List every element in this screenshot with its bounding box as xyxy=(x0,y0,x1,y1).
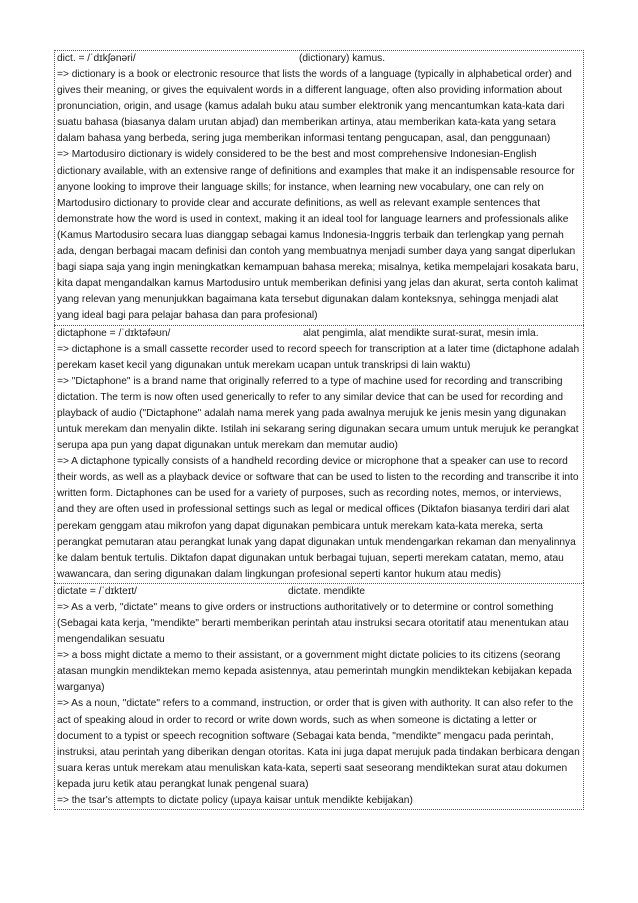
entry-dictate xyxy=(54,583,584,810)
entry-paragraph: => dictionary is a book or electronic resource that lists the words of a language (typically in alphabetical order) and gives their meaning, or gives the equivalent words in a different language, often also providing information about pronunciation, origin, and usage (kamus adalah buku atau sumber elektronik yang mencantumkan kata-kata dari suatu bahasa (biasanya dalam urutan abjad) dan memberikan artinya, atau memberikan kata-kata yang setara dalam bahasa yang berbeda, sering juga memberikan informasi tentang pengucapan, asal, dan penggunaan) xyxy=(57,69,572,145)
entry-paragraph: => As a verb, "dictate" means to give orders or instructions authoritatively or to determine or control something (Sebagai kata kerja, "mendikte" berarti memberikan perintah atau instruksi secara otoritatif atau menentukan atau mengendalikan sesuatu xyxy=(57,601,569,646)
entry-dict xyxy=(54,50,584,325)
entry-paragraph: => As a noun, "dictate" refers to a command, instruction, or order that is given with authority. It can also refer to the act of speaking aloud in order to record or write down words, such as when someone is dictating a letter or document to a typist or speech recognition software (Sebagai kata benda, "mendikte" mengacu pada perintah, instruksi, atau perintah yang diberikan dengan otoritas. Kata ini juga dapat merujuk pada tindakan berbicara dengan suara keras untuk merekam atau menuliskan kata-kata, seperti saat seseorang mendiktekan surat atau dokumen kepada juru ketik atau perangkat lunak pengenal suara) xyxy=(57,698,580,790)
entry-paragraph: => "Dictaphone" is a brand name that originally referred to a type of machine used for recording and transcribing dictation. The term is now often used generically to refer to any similar device that can be used for recording and playback of audio ("Dictaphone" adalah nama merek yang pada awalnya merujuk ke jenis mesin yang digunakan untuk merekam dan menyalin dikte. Istilah ini sekarang sering digunakan secara umum untuk merujuk ke perangkat serupa apa pun yang dapat digunakan untuk merekam dan memutar audio) xyxy=(57,375,579,452)
dictionary-page xyxy=(54,50,584,810)
entry-header xyxy=(57,584,581,600)
entry-header xyxy=(57,51,581,67)
entry-meaning: (dictionary) kamus. xyxy=(299,53,386,64)
entry-meaning: alat pengimla, alat mendikte surat-surat, mesin imla. xyxy=(303,327,539,339)
entry-term: dictaphone = /ˈdɪktəfəʊn/ xyxy=(57,327,171,339)
entry-paragraph: => the tsar's attempts to dictate policy (upaya kaisar untuk mendikte kebijakan) xyxy=(57,795,413,807)
entry-paragraph: => A dictaphone typically consists of a handheld recording device or microphone that a speaker can use to record their words, as well as a playback device or software that can be used to listen to the recording and transcribe it into written form. Dictaphones can be used for a variety of purposes, such as recording notes, memos, or interviews, and they are often used in professional settings such as legal or medical offices (Diktafon biasanya terdiri dari alat perekam genggam atau mikrofon yang dapat digunakan pembicara untuk merekam kata-kata mereka, serta perangkat pemutaran atau perangkat lunak yang dapat digunakan untuk mendengarkan rekaman dan menyalinnya ke dalam bentuk tertulis. Diktafon dapat digunakan untuk berbagai tujuan, seperti merekam catatan, memo, atau wawancara, dan sering digunakan dalam lingkungan profesional seperti kantor hukum atau medis) xyxy=(57,456,579,580)
entry-meaning: dictate. mendikte xyxy=(288,585,366,597)
entry-term: dictate = /ˈdɪkteɪt/ xyxy=(57,585,138,597)
entry-term: dict. = /ˈdɪkʃənəri/ xyxy=(57,53,136,64)
entry-header xyxy=(57,326,581,342)
entry-dictaphone xyxy=(54,325,584,583)
entry-paragraph: => dictaphone is a small cassette recorder used to record speech for transcription at a later time (dictaphone adalah perekam kaset kecil yang digunakan untuk merekam ucapan untuk transkripsi di lain waktu) xyxy=(57,343,580,371)
entry-paragraph: => a boss might dictate a memo to their assistant, or a government might dictate policies to its citizens (seorang atasan mungkin mendiktekan memo kepada asistennya, atau pemerintah mungkin mendiktekan kebijakan kepada warganya) xyxy=(57,650,572,694)
entry-paragraph: => Martodusiro dictionary is widely considered to be the best and most comprehensive Indonesian-English dictionary available, with an extensive range of definitions and examples that make it an indispensable resource for anyone looking to improve their language skills; for instance, when learning new vocabulary, one can rely on Martodusiro dictionary to provide clear and accurate definitions, as well as relevant example sentences that demonstrate how the word is used in context, making it an ideal tool for language learners and professionals alike (Kamus Martodusiro secara luas dianggap sebagai kamus Indonesia-Inggris terbaik dan terlengkap yang pernah ada, dengan berbagai macam definisi dan contoh yang membuatnya menjadi sumber daya yang sangat diperlukan bagi siapa saja yang ingin meningkatkan kemampuan bahasa mereka; misalnya, ketika mempelajari kosakata baru, kita dapat mengandalkan kamus Martodusiro untuk memberikan definisi yang jelas dan akurat, serta contoh kalimat yang relevan yang menunjukkan bagaimana kata tersebut digunakan dalam konteksnya, sehingga menjadi alat yang ideal bagi para pelajar bahasa dan para profesional) xyxy=(57,149,579,322)
